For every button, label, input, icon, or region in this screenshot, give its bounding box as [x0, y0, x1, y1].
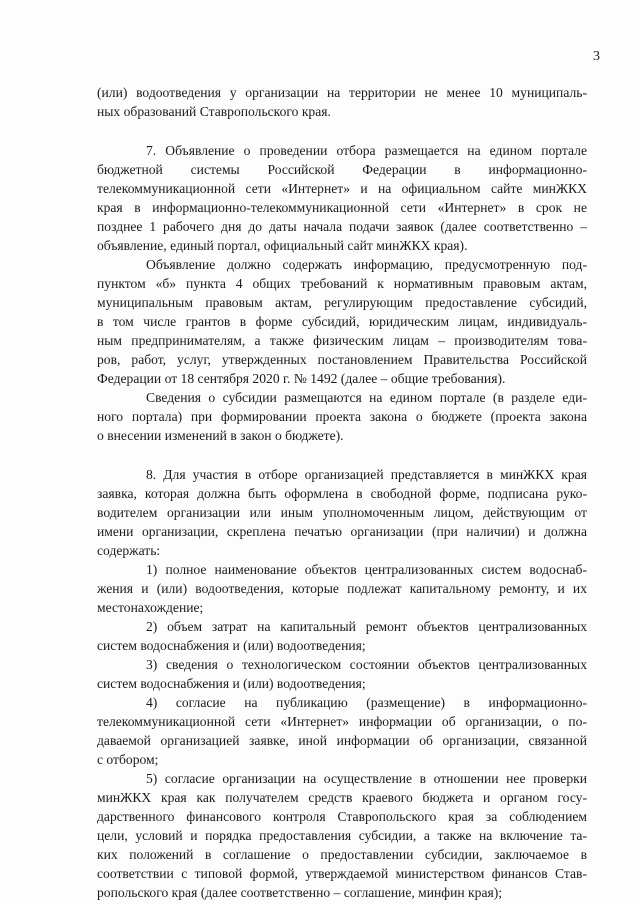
list-item-5-start: 5) согласие организации на осуществление в отношении нее проверки: [146, 771, 587, 786]
text-line: ных образований Ставропольского края.: [97, 104, 331, 119]
text-line: бюджетной системы Российской Федерации в информационно-: [97, 162, 587, 177]
text-line: содержать:: [97, 543, 161, 558]
text-line: (или) водоотведения у организации на территории не менее 10 муниципаль-: [97, 85, 587, 100]
text-line: ным предпринимателям, а также физическим лицам – производителям това-: [97, 333, 587, 348]
text-line: соответствии с типовой формой, утверждаемой министерством финансов Став-: [97, 866, 587, 881]
text-line: местонахождение;: [97, 600, 204, 615]
text-line: минЖКХ края как получателем средств краевого бюджета и органом госу-: [97, 790, 587, 805]
paragraph-7-start: 7. Объявление о проведении отбора размещается на едином портале: [146, 143, 587, 158]
text-line: заявка, которая должна быть оформлена в свободной форме, подписана руко-: [97, 486, 587, 501]
text-line: ких положений в соглашение о предоставлении субсидии, заключаемое в: [97, 847, 587, 862]
list-item-4-start: 4) согласие на публикацию (размещение) в информационно-: [146, 695, 587, 710]
text-line: позднее 1 рабочего дня до даты начала подачи заявок (далее соответственно –: [97, 219, 587, 234]
text-line: водителем организации или иным уполномоченным лицом, действующим от: [97, 505, 587, 520]
text-line: систем водоснабжения и (или) водоотведения;: [97, 676, 366, 691]
text-line: ного портала) при формировании проекта закона о бюджете (проекта закона: [97, 409, 587, 424]
text-line: ров, работ, услуг, утвержденных постановлением Правительства Российской: [97, 352, 587, 367]
text-line: даваемой организацией заявке, иной информации об организации, связанной: [97, 733, 587, 748]
text-line: жения и (или) водоотведения, которые подлежат капитальному ремонту, и их: [97, 581, 587, 596]
list-item-2-start: 2) объем затрат на капитальный ремонт объектов централизованных: [146, 619, 587, 634]
text-line: Сведения о субсидии размещаются на едином портале (в разделе еди-: [146, 390, 587, 405]
text-line: в том числе грантов в форме субсидий, юридическим лицам, индивидуаль-: [97, 314, 587, 329]
text-line: имени организации, скреплена печатью организации (при наличии) и должна: [97, 524, 587, 539]
text-line: ропольского края (далее соответственно – соглашение, минфин края);: [97, 885, 503, 900]
text-line: с отбором;: [97, 752, 159, 767]
list-item-1-start: 1) полное наименование объектов централизованных систем водоснаб-: [146, 562, 587, 577]
text-line: телекоммуникационной сети «Интернет» информации об организации, о по-: [97, 714, 587, 729]
paragraph-8-start: 8. Для участия в отборе организацией представляется в минЖКХ края: [146, 467, 587, 482]
text-line: систем водоснабжения и (или) водоотведения;: [97, 638, 366, 653]
text-line: телекоммуникационной сети «Интернет» и на официальном сайте минЖКХ: [97, 181, 587, 196]
text-line: цели, условий и порядка предоставления субсидии, а также на включение та-: [97, 828, 587, 843]
text-line: Объявление должно содержать информацию, предусмотренную под-: [146, 257, 587, 272]
text-line: Федерации от 18 сентября 2020 г. № 1492 (далее – общие требования).: [97, 371, 506, 386]
text-line: объявление, единый портал, официальный сайт минЖКХ края).: [97, 238, 468, 253]
text-line: о внесении изменений в закон о бюджете).: [97, 428, 344, 443]
text-line: пунктом «б» пункта 4 общих требований к нормативным правовым актам,: [97, 276, 587, 291]
text-line: муниципальным правовым актам, регулирующим предоставление субсидий,: [97, 295, 587, 310]
page-number: 3: [593, 49, 600, 64]
text-line: дарственного финансового контроля Ставропольского края за соблюдением: [97, 809, 587, 824]
text-line: края в информационно-телекоммуникационной сети «Интернет» в срок не: [97, 200, 587, 215]
list-item-3-start: 3) сведения о технологическом состоянии объектов централизованных: [146, 657, 587, 672]
